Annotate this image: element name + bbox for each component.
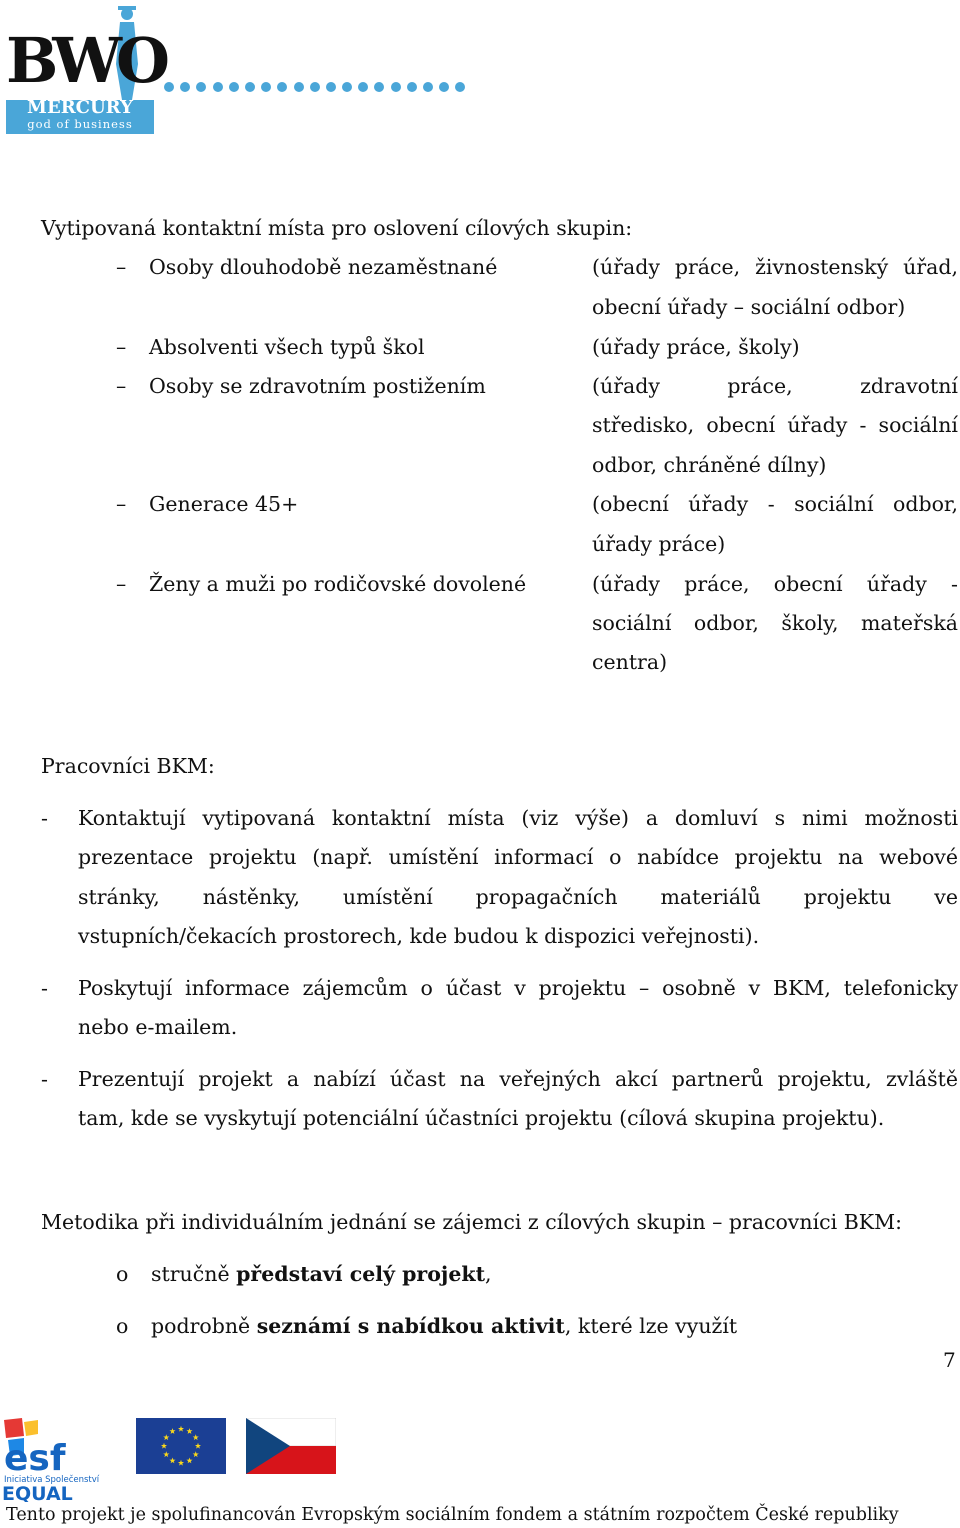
logo-letters: BWO (6, 24, 165, 97)
logo-tagline: god of business (27, 117, 133, 131)
dot (326, 82, 336, 92)
list-dash: – (116, 572, 127, 596)
contact-places: (úřady práce, obecní úřady - (592, 572, 958, 596)
dot (455, 82, 465, 92)
dot (439, 82, 449, 92)
section-heading: Metodika při individuálním jednání se zájemci z cílových skupin – pracovníci BKM: (41, 1210, 902, 1234)
item-text: stručně (151, 1262, 237, 1286)
list-dash: - (41, 806, 48, 830)
list-item-line: Kontaktují vytipovaná kontaktní místa (viz výše) a domluví s nimi možnosti (78, 806, 958, 830)
dot (277, 82, 287, 92)
equal-text: EQUAL (2, 1483, 73, 1502)
target-group: Osoby se zdravotním postižením (149, 374, 486, 398)
contact-places: úřady práce) (592, 532, 726, 556)
decorative-dots (164, 82, 465, 96)
target-group: Ženy a muži po rodičovské dovolené (149, 572, 527, 596)
section-heading: Pracovníci BKM: (41, 754, 215, 778)
target-group: Osoby dlouhodobě nezaměstnané (149, 255, 498, 279)
dot (261, 82, 271, 92)
item-text: podrobně (151, 1314, 257, 1338)
item-text: , (485, 1262, 492, 1286)
contact-places: (úřady práce, školy) (592, 335, 800, 359)
dot (310, 82, 320, 92)
esf-equal-logo (2, 1418, 102, 1502)
list-item-line: stránky, nástěnky, umístění propagačních materiálů projektu ve (78, 885, 958, 909)
contact-places: (obecní úřady - sociální odbor, (592, 492, 958, 516)
target-group: Absolventi všech typů škol (149, 335, 425, 359)
dot (245, 82, 255, 92)
dot (180, 82, 190, 92)
list-item-line: vstupních/čekacích prostorech, kde budou k dispozici veřejnosti). (78, 924, 760, 948)
list-dash: – (116, 492, 127, 516)
contact-places: centra) (592, 650, 668, 674)
list-item-line: nebo e-mailem. (78, 1015, 238, 1039)
item-emphasis: seznámí s nabídkou aktivit (256, 1314, 565, 1338)
dot (407, 82, 417, 92)
contact-places: obecní úřady – sociální odbor) (592, 295, 906, 319)
contact-places: (úřady práce, zdravotní (592, 374, 958, 398)
dot (213, 82, 223, 92)
list-item-line: prezentace projektu (např. umístění informací o nabídce projektu na webové (78, 845, 958, 869)
dot (294, 82, 304, 92)
list-item-line: tam, kde se vyskytují potenciální účastníci projektu (cílová skupina projektu). (78, 1106, 885, 1130)
list-item (151, 1255, 492, 1295)
list-bullet: o (116, 1314, 129, 1338)
list-item-line: Prezentují projekt a nabízí účast na veřejných akcí partnerů projektu, zvláště (78, 1067, 958, 1091)
dot (391, 82, 401, 92)
esf-text: esf (4, 1438, 66, 1479)
esf-subtitle: Iniciativa Společenství (4, 1475, 100, 1485)
dot (358, 82, 368, 92)
list-item-line: Poskytují informace zájemcům o účast v projektu – osobně v BKM, telefonicky (78, 976, 958, 1000)
list-dash: - (41, 1067, 48, 1091)
item-emphasis: představí celý projekt (236, 1262, 486, 1286)
list-dash: – (116, 335, 127, 359)
item-text: , které lze využít (564, 1314, 738, 1338)
target-group: Generace 45+ (149, 492, 299, 516)
dot (374, 82, 384, 92)
section-heading: Vytipovaná kontaktní místa pro oslovení cílových skupin: (41, 216, 633, 240)
page-number: 7 (943, 1348, 956, 1372)
footer-cofinancing-text: Tento projekt je spolufinancován Evropským sociálním fondem a státním rozpočtem České republiky (6, 1505, 899, 1525)
list-dash: – (116, 374, 127, 398)
dot (229, 82, 239, 92)
contact-places: středisko, obecní úřady - sociální (592, 413, 958, 437)
list-item (151, 1307, 737, 1347)
eu-flag-icon (136, 1418, 226, 1474)
dot (196, 82, 206, 92)
logo-name: MERCURY (27, 97, 133, 118)
contact-places: (úřady práce, živnostenský úřad, (592, 255, 958, 279)
dot (164, 82, 174, 92)
contact-places: odbor, chráněné dílny) (592, 453, 827, 477)
czech-flag-icon (246, 1418, 336, 1474)
dot (423, 82, 433, 92)
list-dash: - (41, 976, 48, 1000)
list-bullet: o (116, 1262, 129, 1286)
list-dash: – (116, 255, 127, 279)
dot (342, 82, 352, 92)
contact-places: sociální odbor, školy, mateřská (592, 611, 958, 635)
